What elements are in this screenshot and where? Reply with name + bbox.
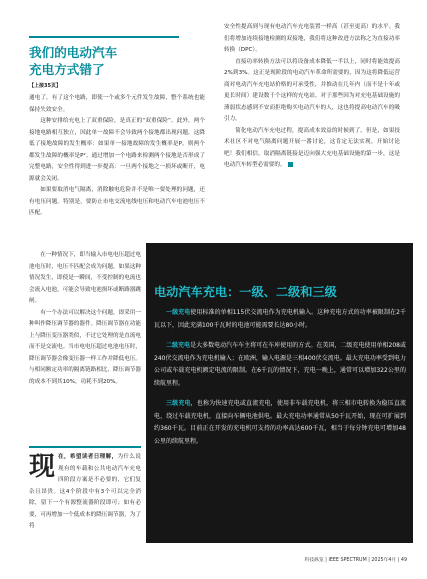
sidebar-box xyxy=(146,243,413,543)
level1-text: 使用标准的单相115伏交流电作为充电机输入。这种充电方式的功率被限制在2千瓦以下，因此充满100千瓦时的电池可能需要长达80小时。 xyxy=(154,309,406,329)
left-paragraph-2: 这种安排给充电上了双重保险，是真正的“双重保险”。此外，两个接地电路相互独立，因此单一故障不会导致两个接地都出现问题，这降低了接地故障的发生概率：如果单一接地故障的发生概率是P，则两个都发生故障的概率是P²。通过增加一个电路来检测两个接地是否形成了完整电路，安全性得到进一步提高：一旦两个接地之一损坏或断开，电源就会关闭。 xyxy=(29,118,205,182)
sidebar-level3 xyxy=(154,398,406,448)
article-title xyxy=(29,44,199,78)
left-column-narrow xyxy=(29,250,141,388)
right-paragraph-1: 安全性提高到与现有电动汽车充电装置一样高（甚至更高）的水平。我们将增加连续接地检测的双接地，我们将这种改进方法称之为直接功率转换（DPC）。 xyxy=(224,24,400,53)
left-column xyxy=(29,93,205,220)
left-paragraph-4: 在一种情况下，即当输入市电电压超过电池电压时，电压不匹配会成为问题，如果这种情况发生，即使是一瞬间，不受控制的电流也会流入电池，可能会导致电池损坏或断路器跳闸。 xyxy=(29,252,141,304)
callout-rule xyxy=(29,446,141,448)
sidebar-title: 电动汽车充电：一级、二级和三级 xyxy=(154,285,337,299)
sidebar-content xyxy=(154,283,406,448)
level1-label: 一级充电 xyxy=(166,309,191,316)
page-footer: 科技纵览 | IEEE SPECTRUM | 2025年4月 | 49 xyxy=(304,558,407,563)
level2-label: 二级充电 xyxy=(166,342,191,349)
right-paragraph-2: 直接功率转换方法可以将设备成本降低一半以上，同时将能效提高2%到3%。这正是现阶段的电动汽车革命所需要的，因为这将降低运营商对电动汽车充电站价格的可承受性，并推动在几年内（而不是十年或更长时间）建设数千个这样的充电站。对于那些因为对充电基础设施的薄弱状态感到不安而拒绝购买电动汽车的人，这也将提高电动汽车的吸引力。 xyxy=(224,58,400,122)
right-column xyxy=(224,22,400,172)
continued-tag: 【上接35页】 xyxy=(29,83,61,89)
right-paragraph-3 xyxy=(224,126,400,172)
title-rule xyxy=(29,36,179,38)
callout xyxy=(29,446,141,533)
level3-text: ，也称为快速充电或直流充电，使用非车载充电机，将三相市电转换为稳压直流电，绕过车载充电机，直接向车辆电池供电。最大充电功率通常从50千瓦开始，现在可扩展到约360千瓦。目前正在开发的充电机可支持的功率高达600千瓦，相当于每分钟充电可增加48公里的续航里程。 xyxy=(154,400,406,445)
left-paragraph-1: 通电了，有了这个电路，即使一个或多个元件发生故障，整个系统也能保持失效安全。 xyxy=(29,95,205,113)
level2-text: 是大多数电动汽车车主将可在车库使用的方式。在美国，二级充电使用单相208或240伏交流电作为充电机输入；在欧洲，输入电源是三相400伏交流电。最大充电功率受到电力公司或车载充电机额定电流的限制。在6千瓦的情况下，充电一晚上，通常可以增加322公里的续航里程。 xyxy=(154,342,406,387)
callout-body: 为什么说现有的车载和公共电动汽车充电四阶段方案是不必要的，它们复杂且昂贵。这4个阶段中有3个可以完全消除，留下一个有源整流器阶段即可；如有必要，可再增加一个低成本的降压调节器，为了将 xyxy=(29,454,141,529)
callout-lead: 在，希望读者日理解， xyxy=(58,454,118,460)
article-title-line2: 充电方式错了 xyxy=(29,62,105,77)
article-title-line1: 我们的电动汽车 xyxy=(29,45,118,60)
end-mark-icon xyxy=(288,162,293,167)
left-paragraph-3: 如果要取消电气隔离，消除触电危险并不是唯一要处理的问题，还有电压问题。特别是，要防止市电交流电线电压和电动汽车电池电压不匹配。 xyxy=(29,187,205,216)
right-paragraph-3-text: 简化电动汽车充电过程，提高成本效益的时候到了。但是，如果技术社区不对电气隔离问题开展一番讨论，这肯定无法实现。开始讨论吧！我们相信，取消隔离链接是迈向强大充电基础设施的第一步，这是电动汽车转型必需要的。 xyxy=(224,127,400,168)
dropcap: 现 xyxy=(29,452,56,482)
sidebar-level2 xyxy=(154,340,406,390)
sidebar-level1 xyxy=(154,307,406,332)
level3-label: 三级充电 xyxy=(166,400,191,407)
left-paragraph-5: 有一个办法可以解决这个问题，即采用一种叫作降压调节器的器件。降压调节器在功能上与降压变压器类似，不过它处理的是直流电而不是交流电。当市电电压超过电池电压时，降压调节器会像变压器一样工作并降低电压。与相同额定功率的隔离链路相比，降压调节器的成本不到其10%，功耗不到20%。 xyxy=(29,309,141,385)
